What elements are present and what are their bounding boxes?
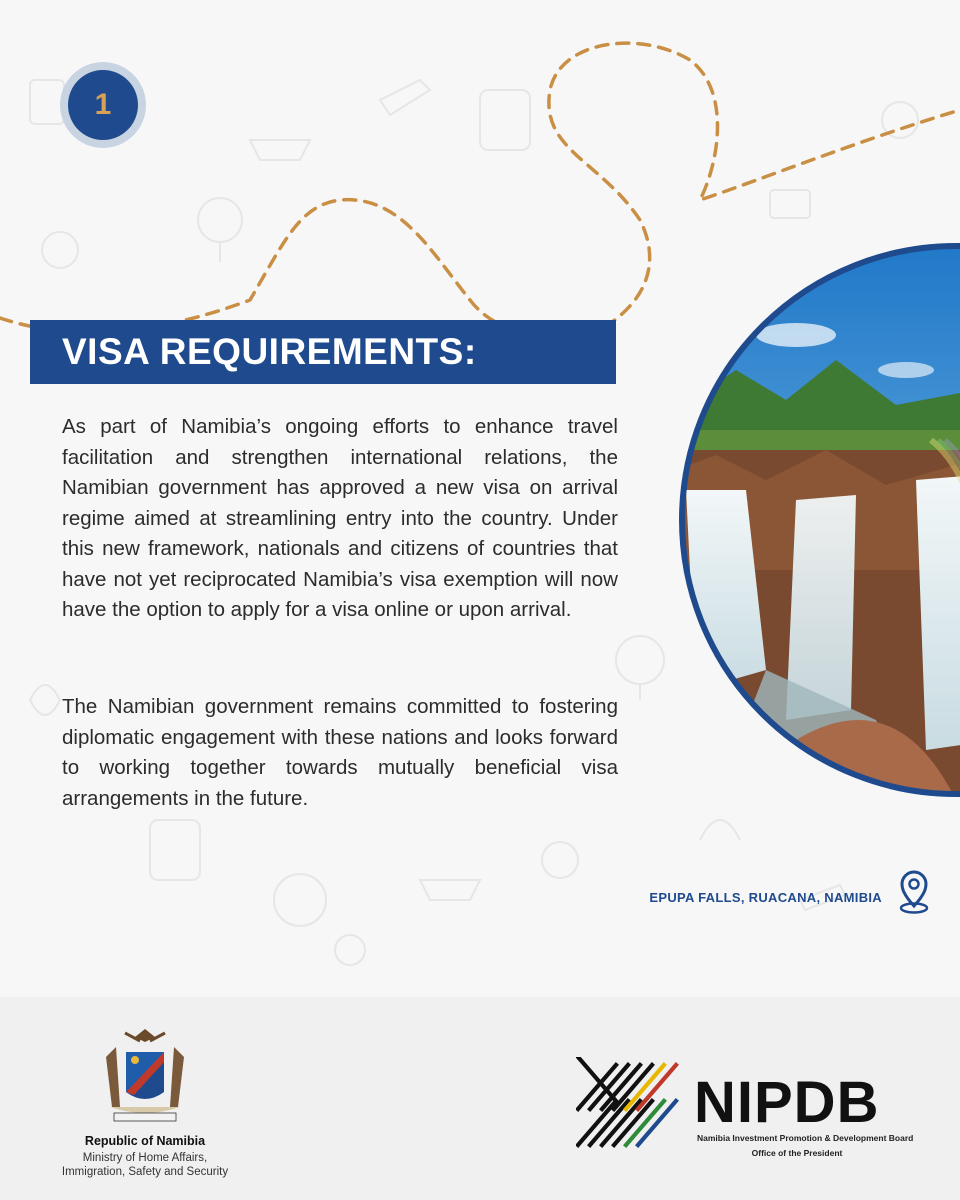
location-pin-icon [897,870,931,914]
epupa-falls-photo [676,240,960,800]
ministry-line-2: Immigration, Safety and Security [61,1166,229,1178]
nipdb-full-name: Namibia Investment Promotion & Development Board [697,1133,914,1143]
nipdb-logo-icon [576,1057,688,1153]
nipdb-office-label: Office of the President [751,1148,843,1158]
ministry-label [20,1151,270,1179]
body-paragraph-1: As part of Namibia’s ongoing efforts to enhance travel facilitation and strengthen international relations, the Namibian government has approved a new visa on arrival regime aimed at streamlining entry into the country. Under this new framework, nationals and citizens of countries that have not yet reciprocated Namibia’s visa exemption will now have the option to apply for a visa online or upon arrival. [62,415,618,621]
body-paragraph-2: The Namibian government remains committed to fostering diplomatic engagement with these nations and looks forward to working together towards mutually beneficial visa arrangements in the future. [62,695,618,810]
step-number: 1 [68,70,138,140]
nipdb-wordmark: NIPDB [694,1070,880,1135]
republic-of-namibia-label: Republic of Namibia [84,1134,206,1148]
namibia-coat-of-arms-icon [100,1027,190,1129]
section-title: VISA REQUIREMENTS: [30,320,616,384]
footer [0,997,960,1200]
photo-caption: EPUPA FALLS, RUACANA, NAMIBIA [649,890,882,905]
step-number-badge [60,62,146,148]
ministry-line-1: Ministry of Home Affairs, [82,1152,208,1164]
